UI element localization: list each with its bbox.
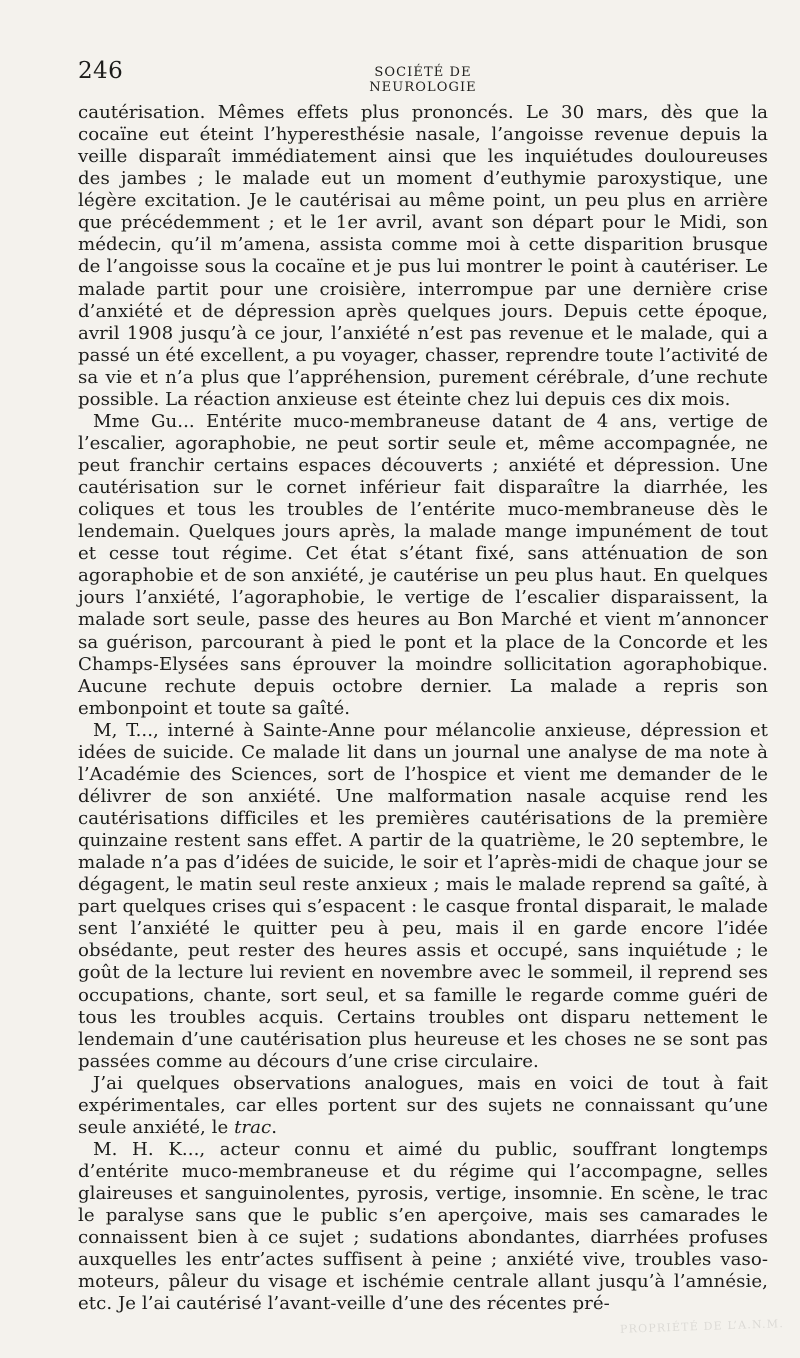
paragraph-4-italic-word: trac [234, 1116, 272, 1138]
paragraph-5 [78, 1139, 768, 1316]
running-head: SOCIÉTÉ DE NEUROLOGIE [369, 65, 477, 95]
faint-library-stamp: PROPRIÉTÉ DE L’A.N.M. [619, 1317, 785, 1336]
paragraph-3-text: M, T..., interné à Sainte-Anne pour mélancolie anxieuse, dépression et idées de suicide. Ce malade lit dans un journal une analyse de ma note à l’Académie des Sciences, sort de l’hospice et vient me demander de le délivrer de son anxiété. Une malformation nasale acquise rend les cautérisations difficiles et les premières cautérisations de la première quinzaine restent sans effet. A partir de la quatrième, le 20 septembre, le malade n’a pas d’idées de suicide, le soir et l’après-midi de chaque jour se dégagent, le matin seul reste anxieux ; mais le malade reprend sa gaîté, à part quelques crises qui s’espacent : le casque frontal disparait, le malade sent l’anxiété le quitter peu à peu, mais il en garde encore l’idée obsédante, peut rester des heures assis et occupé, sans inquiétude ; le goût de la lecture lui revient en novembre avec le sommeil, il reprend ses occupations, chante, sort seul, et sa famille le regarde comme guéri de tous les troubles acquis. Certains troubles ont disparu nettement le lendemain d’une cautérisation plus heureuse et les choses ne se sont pas passées comme au décours d’une crise circulaire. [78, 719, 768, 1072]
paragraph-4-text-before: J’ai quelques observations analogues, mais en voici de tout à fait expérimentales, car elles portent sur des sujets ne connaissant qu’une seule anxiété, le [78, 1072, 768, 1138]
article-body [78, 102, 768, 1315]
paragraph-2 [78, 411, 768, 720]
paragraph-2-text: Mme Gu... Entérite muco-membraneuse datant de 4 ans, vertige de l’escalier, agoraphobie, ne peut sortir seule et, même accompagnée, ne peut franchir certains espaces découverts ; anxiété et dépression. Une cautérisation sur le cornet inférieur fait disparaître la diarrhée, les coliques et tous les troubles de l’entérite muco-membraneuse dès le lendemain. Quelques jours après, la malade mange impunément de tout et cesse tout régime. Cet état s’étant fixé, sans atténuation de son agoraphobie et de son anxiété, je cautérise un peu plus haut. En quelques jours l’anxiété, l’agoraphobie, le vertige de l’escalier disparaissent, la malade sort seule, passe des heures au Bon Marché et vient m’annoncer sa guérison, parcourant à pied le pont et la place de la Concorde et les Champs-Elysées sans éprouver la moindre sollicitation agoraphobique. Aucune rechute depuis octobre dernier. La malade a repris son embonpoint et toute sa gaîté. [78, 410, 768, 719]
paragraph-3 [78, 720, 768, 1073]
page-header [78, 58, 772, 95]
paragraph-4-text-after: . [271, 1116, 278, 1138]
paragraph-5-text: , acteur connu et aimé du public, souffrant longtemps d’entérite muco-membraneuse et du régime qui l’accompagne, selles glaireuses et sanguinolentes, pyrosis, vertige, insomnie. En scène, le trac le paralyse sans que le public s’en aperçoive, mais ses camarades le connaissent bien à ce sujet ; sudations abondantes, diarrhées profuses auxquelles les entr’actes suffisent à peine ; anxiété vive, troubles vaso-moteurs, pâleur du visage et ischémie centrale allant jusqu’à l’amnésie, etc. Je l’ai cautérisé l’avant-veille d’une des récentes pré- [78, 1138, 768, 1315]
paragraph-5-prefix: M. H. K... [93, 1138, 200, 1160]
paragraph-1-text: cautérisation. Mêmes effets plus prononcés. Le 30 mars, dès que la cocaïne eut éteint l’hyperesthésie nasale, l’angoisse revenue depuis la veille disparaît immédiatement ainsi que les inquiétudes douloureuses des jambes ; le malade eut un moment d’euthymie paroxystique, une légère excitation. Je le cautérisai au même point, un peu plus en arrière que précédemment ; et le 1er avril, avant son départ pour le Midi, son médecin, qu’il m’amena, assista comme moi à cette disparition brusque de l’angoisse sous la cocaïne et je pus lui montrer le point à cautériser. Le malade partit pour une croisière, interrompue par une dernière crise d’anxiété et de dépression après quelques jours. Depuis cette époque, avril 1908 jusqu’à ce jour, l’anxiété n’est pas revenue et le malade, qui a passé un été excellent, a pu voyager, chasser, reprendre toute l’activité de sa vie et n’a plus que l’appréhension, purement cérébrale, d’une rechute possible. La réaction anxieuse est éteinte chez lui depuis ces dix mois. [78, 102, 768, 410]
page-number: 246 [78, 58, 124, 84]
paragraph-1 [78, 102, 768, 411]
paragraph-4 [78, 1073, 768, 1139]
